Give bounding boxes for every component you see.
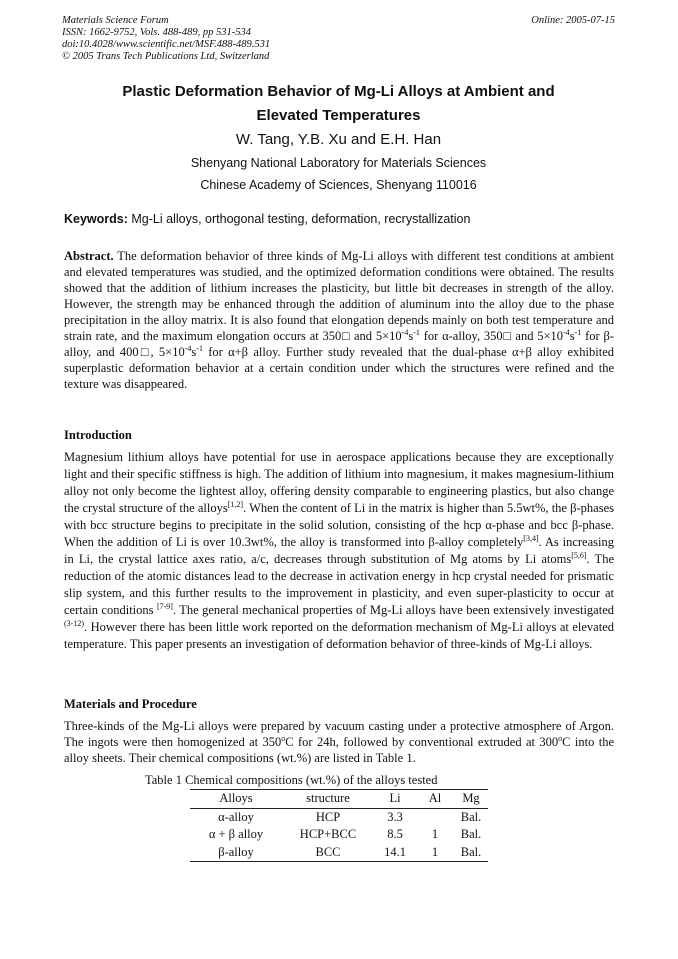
degree-mark: o xyxy=(558,734,563,743)
table-row xyxy=(190,826,488,844)
doi-line: doi:10.4028/www.scientific.net/MSF.488-489.531 xyxy=(62,39,271,50)
header-cell: Alloys xyxy=(219,791,253,806)
citation: [1,2] xyxy=(227,500,244,509)
table-header-row xyxy=(190,790,488,809)
table-cell: 3.3 xyxy=(387,809,403,824)
abstract-text-5: for β-alloy, and 400□, 5×10 xyxy=(64,329,614,359)
citation: (3-12) xyxy=(64,619,84,628)
table-cell: 1 xyxy=(431,827,439,842)
header-cell: Mg xyxy=(462,791,480,806)
degree-mark: o xyxy=(281,734,286,743)
intro-text-4: . The reduction of the atomic distances lead to the decrease in activation energy in hcp crystal needed for prismatic slip system, and this further results to the improvement in plasticity, and even super-plasticity to occur at certain conditions xyxy=(64,552,614,617)
materials-text-1: Three-kinds of the Mg-Li alloys were prepared by vacuum casting under a protective atmosphere of Argon. The ingots were then homogenized at 350 xyxy=(64,719,614,749)
header-cell: Li xyxy=(389,791,401,806)
authors: W. Tang, Y.B. Xu and E.H. Han xyxy=(235,131,442,148)
materials-text-3: C into the alloy sheets. Their chemical compositions (wt.%) are listed in Table 1. xyxy=(64,735,614,765)
table-cell: Bal. xyxy=(460,809,482,824)
table-cell: α-alloy xyxy=(218,809,254,824)
abstract xyxy=(64,248,614,392)
page-header xyxy=(62,15,615,63)
table-cell: HCP xyxy=(315,809,341,824)
keywords-label: Keywords: xyxy=(64,212,128,226)
table-row xyxy=(190,844,488,862)
materials-heading: Materials and Procedure xyxy=(64,697,197,711)
table-cell: Bal. xyxy=(460,844,482,859)
citation: [3,4] xyxy=(523,534,539,543)
issn-line: ISSN: 1662-9752, Vols. 488-489, pp 531-534 xyxy=(62,27,251,38)
table-cell: Bal. xyxy=(460,827,482,842)
citation: [5,6] xyxy=(571,551,587,560)
intro-text-3: . As increasing in Li, the crystal lattice axes ratio, a/c, decreases through substitution of Mg atoms by Li atoms xyxy=(64,535,614,566)
header-cell: Al xyxy=(428,791,442,806)
exponent: -1 xyxy=(574,328,582,337)
copyright-line: © 2005 Trans Tech Publications Ltd, Switzerland xyxy=(62,51,270,62)
table-cell: 1 xyxy=(431,844,439,859)
table-caption: Table 1 Chemical compositions (wt.%) of the alloys tested xyxy=(145,773,438,787)
exponent: -4 xyxy=(184,344,192,353)
table-cell: HCP+BCC xyxy=(299,827,357,842)
table-cell: 8.5 xyxy=(387,827,403,842)
abstract-text-4: s xyxy=(569,329,575,343)
journal-name: Materials Science Forum xyxy=(62,15,169,26)
header-cell: structure xyxy=(306,791,350,806)
table-cell: α + β alloy xyxy=(208,827,264,842)
abstract-label: Abstract. xyxy=(64,249,114,263)
abstract-text-1: The deformation behavior of three kinds of Mg-Li alloys with different test conditions at ambient and elevated temperatures was studied, and the optimized deformation conditions were obtained. The results showed that the addition of lithium increases the plasticity, but little bit decreases in strength of the alloy. However, the strength may be enhanced through the addition of aluminum into the alloy due to the phase precipitation in the alloy matrix. It is also found that elongation depends mainly on both test temperature and strain rate, and the maximum elongation occurs at 350□ and 5×10 xyxy=(64,249,614,343)
abstract-text-7: for α+β alloy. Further study revealed that the dual-phase α+β alloy exhibited superplastic deformation behavior at a certain condition under which the structures were refined and the texture was disappeared. xyxy=(64,345,614,391)
table-row xyxy=(190,808,488,826)
online-date: Online: 2005-07-15 xyxy=(531,15,615,26)
table-cell: BCC xyxy=(315,844,341,859)
composition-table xyxy=(190,789,488,862)
title-line-1: Plastic Deformation Behavior of Mg-Li Alloys at Ambient and xyxy=(122,83,555,100)
affiliation-line-1: Shenyang National Laboratory for Materials Sciences xyxy=(190,156,487,170)
paper-title xyxy=(62,80,615,128)
table-cell xyxy=(416,808,454,826)
intro-text-6: . However there has been little work reported on the deformation mechanism of Mg-Li alloys at elevated temperature. This paper presents an investigation of deformation behavior of three-kinds of Mg-Li alloys. xyxy=(64,620,614,651)
exponent: -4 xyxy=(563,328,570,337)
exponent: -1 xyxy=(413,328,420,337)
citation: [7-9] xyxy=(156,602,173,611)
exponent: -4 xyxy=(401,328,409,337)
exponent: -1 xyxy=(196,344,203,353)
abstract-text-6: s xyxy=(191,345,197,359)
intro-text-5: . The general mechanical properties of Mg-Li alloys have been extensively investigated xyxy=(172,603,614,617)
introduction-paragraph xyxy=(64,449,614,653)
table-cell: 14.1 xyxy=(384,844,406,859)
keywords xyxy=(64,211,616,227)
affiliation-line-2: Chinese Academy of Sciences, Shenyang 110016 xyxy=(200,178,477,192)
materials-paragraph xyxy=(64,718,614,766)
keywords-text: Mg-Li alloys, orthogonal testing, deformation, recrystallization xyxy=(131,212,471,226)
abstract-text-2: s xyxy=(408,329,414,343)
introduction-heading: Introduction xyxy=(64,428,132,442)
intro-text-2: . When the content of Li in the matrix is higher than 5.5wt%, the β-phases with bcc structure begins to precipitate in the solid solution, consisting of the hcp α-phase and bcc β-phase. When the addition of Li is over 10.3wt%, the alloy is transformed into β-alloy completely xyxy=(64,501,614,549)
table-cell: β-alloy xyxy=(218,844,254,859)
intro-text-1: Magnesium lithium alloys have potential for use in aerospace applications because they are exceptionally light and their specific stiffness is high. The addition of lithium into magnesium, it makes magnesium-lithium alloy not only become the lightest alloy, offering density comparable to engineering plastics, but also change the crystal structure of the alloys xyxy=(64,450,614,515)
title-line-2: Elevated Temperatures xyxy=(256,107,421,124)
materials-text-2: C for 24h, followed by conventional extruded at 300 xyxy=(285,735,559,749)
abstract-text-3: for α-alloy, 350□ and 5×10 xyxy=(419,329,564,343)
